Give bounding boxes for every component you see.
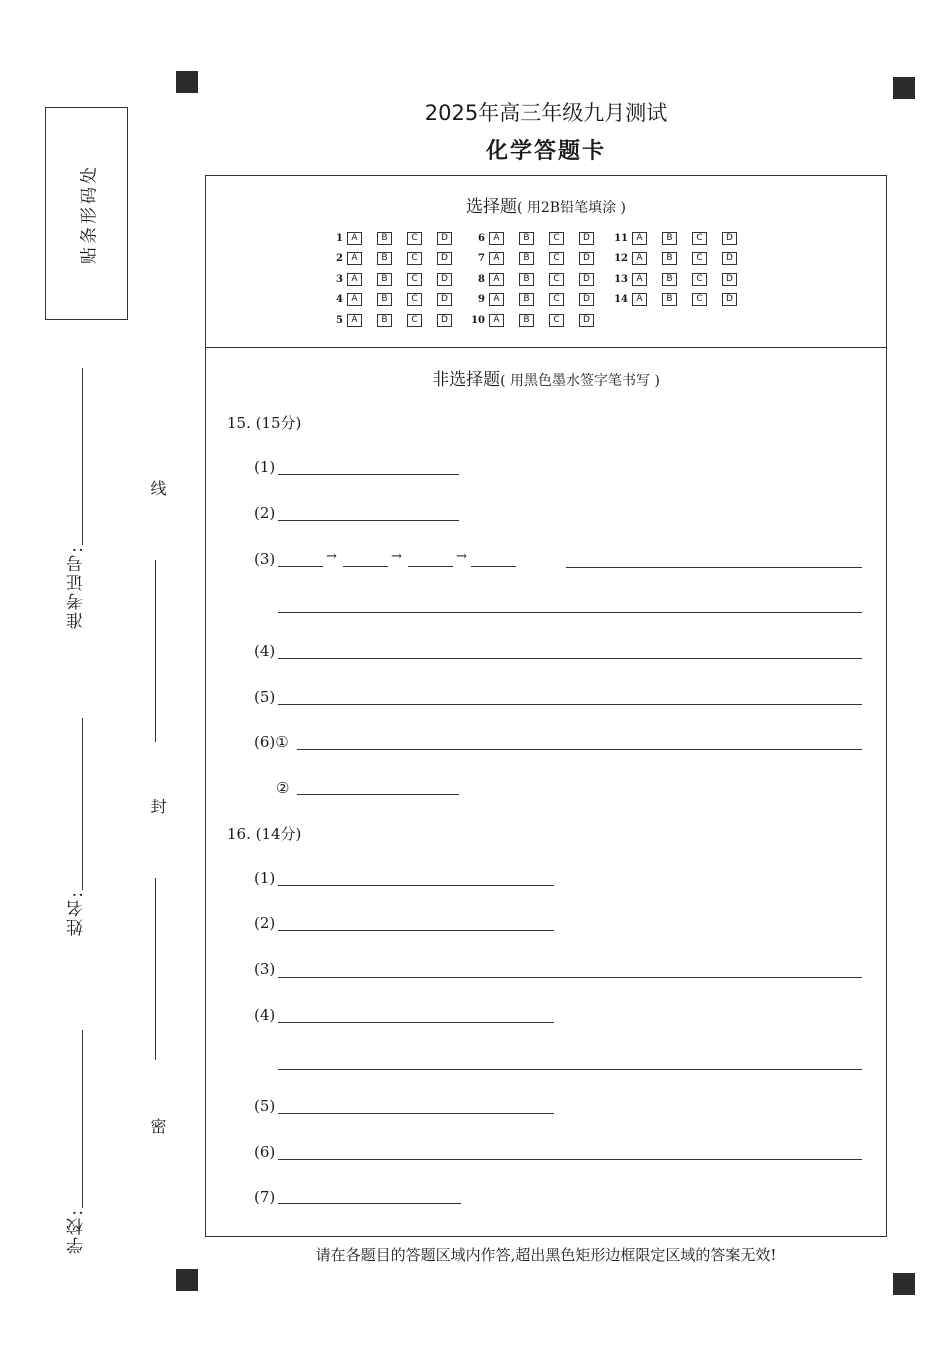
choice-question-row: [610, 272, 752, 286]
choice-section-note: ( 用2B铅笔填涂 ): [516, 200, 627, 216]
q15-part-5-label: (5): [254, 688, 276, 706]
q15-part-3-answer-line-2[interactable]: [278, 612, 862, 613]
choice-option-bubble[interactable]: A: [347, 314, 362, 327]
choice-question-number: 7: [478, 253, 485, 264]
free-section-title: 非选择题: [432, 370, 501, 390]
choice-option-bubble[interactable]: A: [632, 273, 647, 286]
school-field[interactable]: [82, 1030, 83, 1208]
q15-part-2-label: (2): [254, 504, 276, 522]
question-15-heading: 15. (15分): [227, 414, 302, 432]
choice-option-bubble[interactable]: C: [692, 232, 707, 245]
choice-option-bubble[interactable]: C: [549, 232, 564, 245]
choice-option-bubble[interactable]: C: [407, 232, 422, 245]
question-16-heading: 16. (14分): [227, 825, 302, 843]
choice-question-number: 13: [614, 273, 628, 285]
choice-option-bubble[interactable]: D: [722, 273, 737, 286]
choice-option-bubble[interactable]: D: [579, 232, 594, 245]
exam-id-label: 准考证号:: [67, 545, 87, 629]
q16-part-7-label: (7): [254, 1188, 276, 1206]
arrow-glyph: →: [391, 549, 402, 564]
q16-part-6-answer-line[interactable]: [278, 1159, 862, 1160]
choice-question-number: 10: [471, 314, 485, 326]
choice-option-bubble[interactable]: D: [722, 232, 737, 245]
q15-part-3-answer-line[interactable]: [566, 567, 862, 568]
choice-option-bubble[interactable]: D: [579, 314, 594, 327]
exam-title: 2025年高三年级九月测试: [424, 101, 668, 125]
name-label: 姓名:: [67, 890, 87, 936]
q15-part-5-answer-line[interactable]: [278, 704, 862, 705]
name-field[interactable]: [82, 718, 83, 890]
seal-line-segment: [155, 878, 156, 1060]
choice-question-row: [610, 231, 752, 245]
choice-option-bubble[interactable]: C: [549, 252, 564, 265]
q16-part-5-label: (5): [254, 1097, 276, 1115]
choice-option-bubble[interactable]: C: [692, 252, 707, 265]
choice-option-bubble[interactable]: D: [437, 232, 452, 245]
choice-option-bubble[interactable]: B: [662, 273, 677, 286]
choice-question-row: [325, 272, 467, 286]
arrow-glyph: →: [326, 549, 337, 564]
choice-option-bubble[interactable]: C: [549, 273, 564, 286]
choice-option-bubble[interactable]: A: [347, 232, 362, 245]
choice-option-bubble[interactable]: B: [519, 293, 534, 306]
q15-part-6-sub-2-answer-line[interactable]: [297, 794, 459, 795]
registration-mark-top-left: [176, 71, 198, 93]
choice-option-bubble[interactable]: D: [579, 293, 594, 306]
choice-option-bubble[interactable]: B: [519, 273, 534, 286]
exam-id-field[interactable]: [82, 368, 83, 545]
choice-option-bubble[interactable]: C: [549, 293, 564, 306]
seal-char-feng: 封: [148, 798, 167, 816]
choice-option-bubble[interactable]: A: [489, 314, 504, 327]
choice-option-bubble[interactable]: C: [692, 273, 707, 286]
q16-part-3-answer-line[interactable]: [278, 977, 862, 978]
choice-option-bubble[interactable]: D: [722, 293, 737, 306]
choice-option-bubble[interactable]: B: [519, 252, 534, 265]
choice-section-heading: [205, 192, 887, 217]
choice-option-bubble[interactable]: C: [692, 293, 707, 306]
q16-part-5-answer-line[interactable]: [278, 1113, 554, 1114]
q15-part-6-sub-2-label: ②: [276, 779, 290, 797]
choice-question-row: [467, 252, 609, 266]
choice-option-bubble[interactable]: A: [347, 273, 362, 286]
choice-option-bubble[interactable]: B: [377, 314, 392, 327]
choice-option-bubble[interactable]: A: [347, 252, 362, 265]
choice-question-row: [325, 313, 467, 327]
q15-part-6-label: (6)①: [254, 733, 289, 751]
choice-question-number: 4: [336, 294, 343, 305]
choice-option-bubble[interactable]: C: [549, 314, 564, 327]
choice-question-number: 8: [478, 273, 485, 285]
choice-option-bubble[interactable]: C: [407, 252, 422, 265]
q16-part-7-answer-line[interactable]: [278, 1203, 461, 1204]
q15-part-3-label: (3): [254, 550, 276, 568]
choice-option-bubble[interactable]: D: [437, 293, 452, 306]
choice-question-number: 1: [336, 232, 343, 244]
q16-part-6-label: (6): [254, 1143, 276, 1161]
registration-mark-bottom-left: [176, 1269, 198, 1291]
choice-option-bubble[interactable]: B: [377, 273, 392, 286]
choice-question-row: [610, 252, 752, 266]
seal-char-mi: 密: [148, 1118, 167, 1136]
q15-part-4-answer-line[interactable]: [278, 658, 862, 659]
choice-option-bubble[interactable]: A: [632, 252, 647, 265]
choice-question-number: 6: [478, 232, 485, 244]
seal-line-segment: [155, 560, 156, 742]
registration-mark-top-right: [893, 77, 915, 99]
choice-question-row: [467, 313, 609, 327]
answer-frame: [205, 175, 887, 1237]
choice-question-row: [467, 272, 609, 286]
q16-part-2-answer-line[interactable]: [278, 930, 554, 931]
q16-part-4-label: (4): [254, 1006, 276, 1024]
choice-option-bubble[interactable]: B: [377, 293, 392, 306]
choice-question-number: 9: [478, 294, 485, 305]
choice-question-row: [325, 231, 467, 245]
q15-part-3-blank-1[interactable]: [278, 566, 323, 567]
school-label: 学校:: [67, 1208, 87, 1254]
q15-part-1-label: (1): [254, 458, 276, 476]
q15-part-4-label: (4): [254, 642, 276, 660]
choice-option-bubble[interactable]: D: [722, 252, 737, 265]
choice-option-bubble[interactable]: A: [347, 293, 362, 306]
registration-mark-bottom-right: [893, 1273, 915, 1295]
choice-question-number: 3: [336, 273, 343, 285]
q15-part-3-blank-4[interactable]: [471, 566, 516, 567]
choice-option-bubble[interactable]: B: [377, 252, 392, 265]
choice-option-bubble[interactable]: B: [519, 314, 534, 327]
q16-part-3-label: (3): [254, 960, 276, 978]
choice-question-row: [467, 231, 609, 245]
seal-char-xian: 线: [148, 480, 167, 498]
q16-part-4-answer-line[interactable]: [278, 1022, 554, 1023]
answer-sheet-title: 化学答题卡: [485, 139, 606, 164]
choice-option-bubble[interactable]: C: [407, 293, 422, 306]
q16-part-2-label: (2): [254, 914, 276, 932]
choice-option-bubble[interactable]: A: [632, 232, 647, 245]
free-section-note: ( 用黑色墨水签字笔书写 ): [500, 373, 660, 389]
choice-question-row: [325, 252, 467, 266]
choice-option-bubble[interactable]: B: [662, 252, 677, 265]
q15-part-2-answer-line[interactable]: [278, 520, 459, 521]
q16-part-4-answer-line-2[interactable]: [278, 1069, 862, 1070]
choice-question-number: 11: [614, 232, 628, 244]
choice-question-number: 2: [336, 253, 343, 264]
q15-part-6-answer-line[interactable]: [297, 749, 862, 750]
choice-option-bubble[interactable]: B: [519, 232, 534, 245]
choice-question-row: [610, 293, 752, 307]
free-section-heading: [205, 365, 887, 390]
choice-question-row: [325, 293, 467, 307]
choice-option-bubble[interactable]: B: [662, 232, 677, 245]
choice-question-number: 12: [614, 253, 628, 264]
choice-option-bubble[interactable]: D: [437, 252, 452, 265]
barcode-area: [45, 107, 128, 320]
q16-part-1-answer-line[interactable]: [278, 885, 554, 886]
choice-option-bubble[interactable]: D: [437, 273, 452, 286]
q16-part-1-label: (1): [254, 869, 276, 887]
q15-part-3-blank-2[interactable]: [343, 566, 388, 567]
choice-option-bubble[interactable]: C: [407, 314, 422, 327]
barcode-area-label: 贴条形码处: [79, 163, 99, 264]
choice-question-number: 5: [336, 314, 343, 326]
q15-part-3-blank-3[interactable]: [408, 566, 453, 567]
choice-question-row: [467, 293, 609, 307]
choice-option-bubble[interactable]: A: [489, 293, 504, 306]
q15-part-1-answer-line[interactable]: [278, 474, 459, 475]
choice-option-bubble[interactable]: B: [377, 232, 392, 245]
choice-option-bubble[interactable]: A: [489, 252, 504, 265]
choice-option-bubble[interactable]: D: [579, 273, 594, 286]
footer-notice: 请在各题目的答题区域内作答,超出黑色矩形边框限定区域的答案无效!: [315, 1246, 777, 1264]
choice-option-bubble[interactable]: C: [407, 273, 422, 286]
choice-option-bubble[interactable]: D: [437, 314, 452, 327]
choice-option-bubble[interactable]: A: [489, 273, 504, 286]
choice-question-number: 14: [614, 294, 628, 305]
choice-section-title: 选择题: [465, 197, 517, 217]
choice-option-bubble[interactable]: D: [579, 252, 594, 265]
arrow-glyph: →: [456, 549, 467, 564]
choice-option-bubble[interactable]: A: [632, 293, 647, 306]
section-divider: [205, 347, 887, 348]
choice-option-bubble[interactable]: A: [489, 232, 504, 245]
choice-option-bubble[interactable]: B: [662, 293, 677, 306]
